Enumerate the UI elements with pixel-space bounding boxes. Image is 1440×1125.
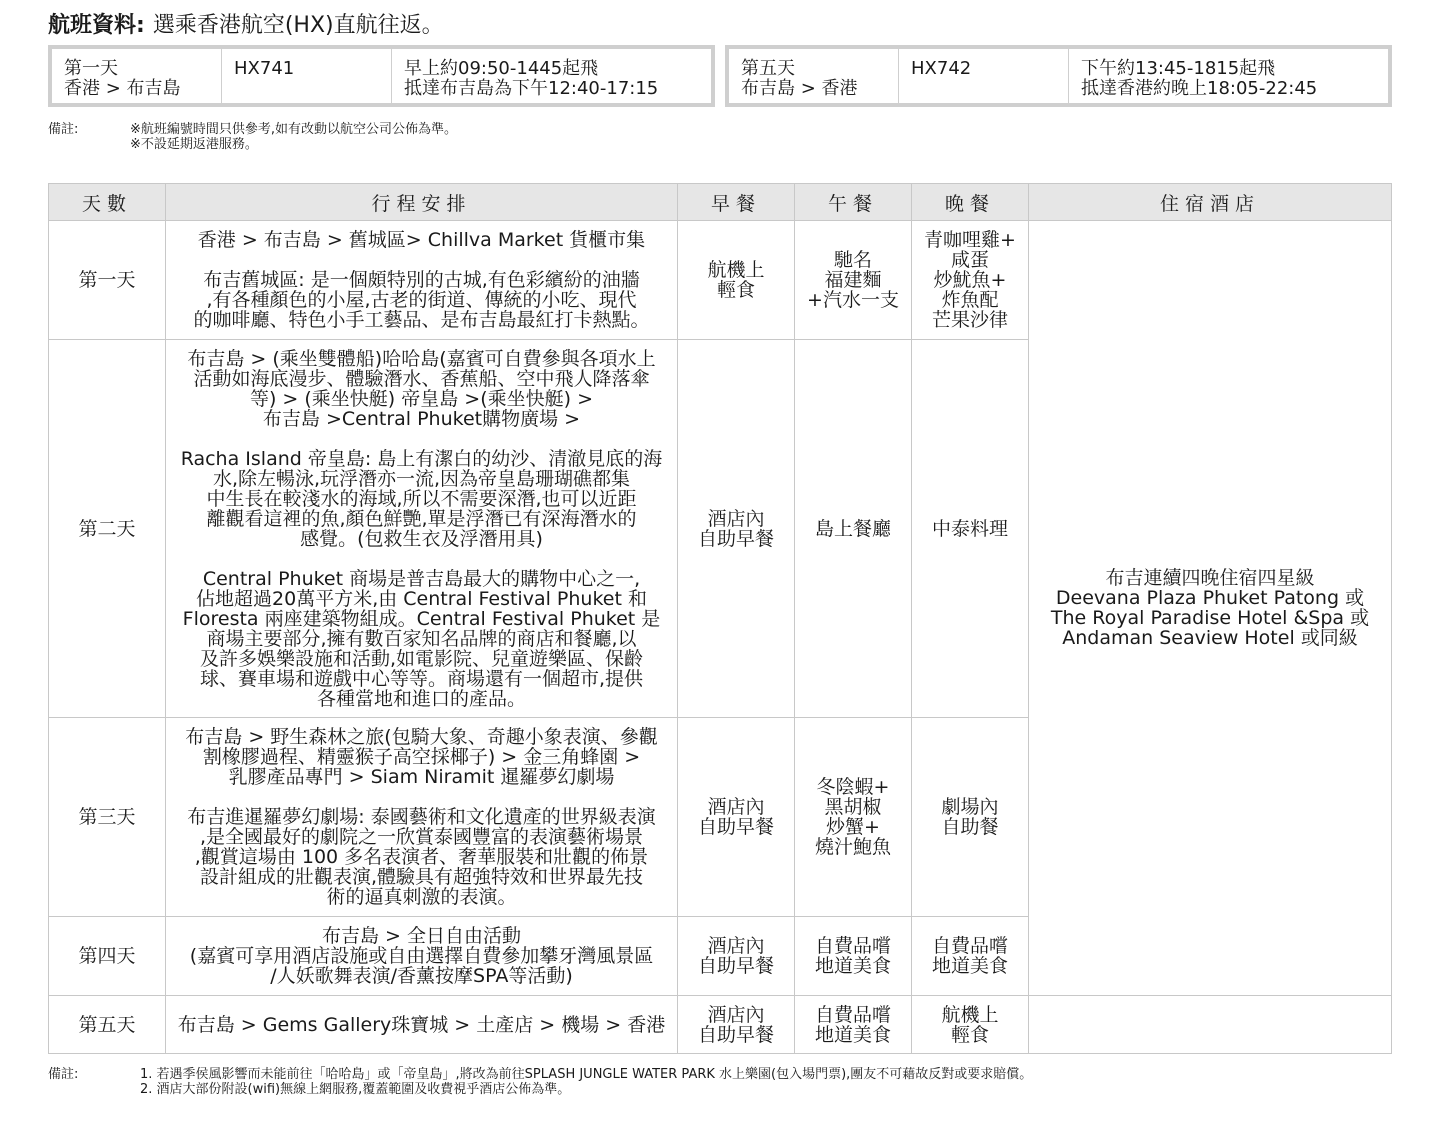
flight-day: 第一天 香港 > 布吉島 bbox=[52, 49, 222, 103]
breakfast-cell: 航機上 輕食 bbox=[678, 221, 795, 340]
flight-outbound bbox=[48, 45, 715, 107]
plan-cell bbox=[166, 221, 678, 340]
desc-text: Racha Island 帝皇島: 島上有潔白的幼沙、清澈見底的海 水,除左暢泳,玩浮潛亦一流,因為帝皇島珊瑚礁都集 中生長在較淺水的海域,所以不需要深潛,也可以近距 離觀看這裡的魚,顏色鮮艷,單是浮潛已有深海潛水的 感覺。(包救生衣及浮潛用具) Central Phuket 商場是普吉島最大的購物中心之一, 佔地超過20萬平方米,由 Central Festival Phuket 和 Floresta 兩座建築物組成。Central Festival Phuket 是 商場主要部分,擁有數百家知名品牌的商店和餐廳,以 及許多娛樂設施和活動,如電影院、兒童遊樂區、保齡 球、賽車場和遊戲中心等等。商場還有一個超市,提供 各種當地和進口的產品。 bbox=[180, 447, 663, 710]
flight-time: 下午約13:45-1815起飛 抵達香港約晚上18:05-22:45 bbox=[1081, 58, 1318, 99]
route-text: 布吉島 > 全日自由活動 (嘉賓可享用酒店設施或自由選擇自費參加攀牙灣風景區 /人妖歌舞表演/香薰按摩SPA等活動) bbox=[189, 925, 654, 987]
table-row bbox=[49, 221, 1392, 340]
title-label: 航班資料: bbox=[48, 13, 145, 38]
flight-code: HX742 bbox=[899, 49, 1069, 103]
flight-note-line-2: ※不設延期返港服務。 bbox=[130, 137, 258, 152]
dinner-cell: 中泰料理 bbox=[912, 340, 1029, 718]
breakfast-cell: 酒店內 自助早餐 bbox=[678, 917, 795, 996]
route-text: 布吉島 > Gems Gallery珠寶城 > 土產店 > 機場 > 香港 bbox=[177, 1013, 666, 1036]
dinner-cell: 劇場內 自助餐 bbox=[912, 718, 1029, 917]
day-cell: 第三天 bbox=[49, 718, 166, 917]
lunch-cell: 自費品嚐 地道美食 bbox=[795, 917, 912, 996]
dinner-cell: 航機上 輕食 bbox=[912, 996, 1029, 1054]
plan-cell bbox=[166, 718, 678, 917]
route-text: 布吉島 > (乘坐雙體船)哈哈島(嘉賓可自費參與各項水上 活動如海底漫步、體驗潛水、香蕉船、空中飛人降落傘 等) > (乘坐快艇) 帝皇島 >(乘坐快艇) > 布吉島 >Central Phuket購物廣場 > bbox=[187, 347, 656, 430]
header-breakfast: 早餐 bbox=[678, 184, 795, 221]
route-text: 布吉島 > 野生森林之旅(包騎大象、奇趣小象表演、參觀 割橡膠過程、精靈猴子高空採椰子) > 金三角蜂園 > 乳膠產品專門 > Siam Niramit 暹羅夢幻劇場 bbox=[185, 726, 658, 788]
empty-hotel-cell bbox=[1029, 996, 1392, 1054]
route-text: 香港 > 布吉島 > 舊城區> Chillva Market 貨櫃市集 bbox=[197, 229, 646, 251]
plan-cell bbox=[166, 340, 678, 718]
flight-note-line-1: ※航班編號時間只供參考,如有改動以航空公司公佈為準。 bbox=[130, 122, 458, 137]
breakfast-cell: 酒店內 自助早餐 bbox=[678, 996, 795, 1054]
header-day: 天數 bbox=[49, 184, 166, 221]
page-title bbox=[48, 8, 444, 39]
flight-return bbox=[725, 45, 1392, 107]
footer-note-line-2: 2. 酒店大部份附設(wifi)無線上網服務,覆蓋範圍及收費視乎酒店公佈為準。 bbox=[140, 1082, 571, 1097]
table-header-row bbox=[49, 184, 1392, 221]
footer-note-line-1: 1. 若遇季侯風影響而未能前往「哈哈島」或「帝皇島」,將改為前往SPLASH JUNGLE WATER PARK 水上樂園(包入場門票),團友不可藉故反對或要求賠償。 bbox=[140, 1067, 1033, 1082]
breakfast-cell: 酒店內 自助早餐 bbox=[678, 340, 795, 718]
hotel-cell: 布吉連續四晚住宿四星級 Deevana Plaza Phuket Patong 或 The Royal Paradise Hotel &Spa 或 Andaman Seaview Hotel 或同級 bbox=[1029, 221, 1392, 996]
plan-cell bbox=[166, 917, 678, 996]
dinner-cell: 自費品嚐 地道美食 bbox=[912, 917, 1029, 996]
flight-day: 第五天 布吉島 > 香港 bbox=[729, 49, 899, 103]
header-dinner: 晚餐 bbox=[912, 184, 1029, 221]
breakfast-cell: 酒店內 自助早餐 bbox=[678, 718, 795, 917]
day-cell: 第二天 bbox=[49, 340, 166, 718]
table-row bbox=[49, 996, 1392, 1054]
header-hotel: 住宿酒店 bbox=[1029, 184, 1392, 221]
flight-time: 早上約09:50-1445起飛 抵達布吉島為下午12:40-17:15 bbox=[404, 58, 659, 99]
dinner-cell: 青咖哩雞+ 咸蛋 炒魷魚+ 炸魚配 芒果沙律 bbox=[912, 221, 1029, 340]
title-text: 選乘香港航空(HX)直航往返。 bbox=[152, 13, 444, 38]
lunch-cell: 自費品嚐 地道美食 bbox=[795, 996, 912, 1054]
footer-note-label: 備註: bbox=[48, 1067, 79, 1082]
header-lunch: 午餐 bbox=[795, 184, 912, 221]
desc-text: 布吉舊城區: 是一個頗特別的古城,有色彩繽紛的油牆 ,有各種顏色的小屋,古老的街道、傳統的小吃、現代 的咖啡廳、特色小手工藝品、是布吉島最紅打卡熱點。 bbox=[193, 269, 650, 331]
day-cell: 第一天 bbox=[49, 221, 166, 340]
plan-cell bbox=[166, 996, 678, 1054]
lunch-cell: 島上餐廳 bbox=[795, 340, 912, 718]
header-plan: 行程安排 bbox=[166, 184, 678, 221]
flight-note-label: 備註: bbox=[48, 122, 79, 137]
lunch-cell: 冬陰蝦+ 黑胡椒 炒蟹+ 燒汁鮑魚 bbox=[795, 718, 912, 917]
itinerary-table bbox=[48, 183, 1392, 1054]
lunch-cell: 馳名 福建麵 +汽水一支 bbox=[795, 221, 912, 340]
desc-text: 布吉進暹羅夢幻劇場: 泰國藝術和文化遺產的世界級表演 ,是全國最好的劇院之一欣賞泰國豐富的表演藝術場景 ,觀賞這場由 100 多名表演者、奢華服裝和壯觀的佈景 設計組成的壯觀表演,體驗具有超強特效和世界最先技 術的逼真刺激的表演。 bbox=[187, 806, 656, 908]
flight-code: HX741 bbox=[222, 49, 392, 103]
day-cell: 第五天 bbox=[49, 996, 166, 1054]
day-cell: 第四天 bbox=[49, 917, 166, 996]
